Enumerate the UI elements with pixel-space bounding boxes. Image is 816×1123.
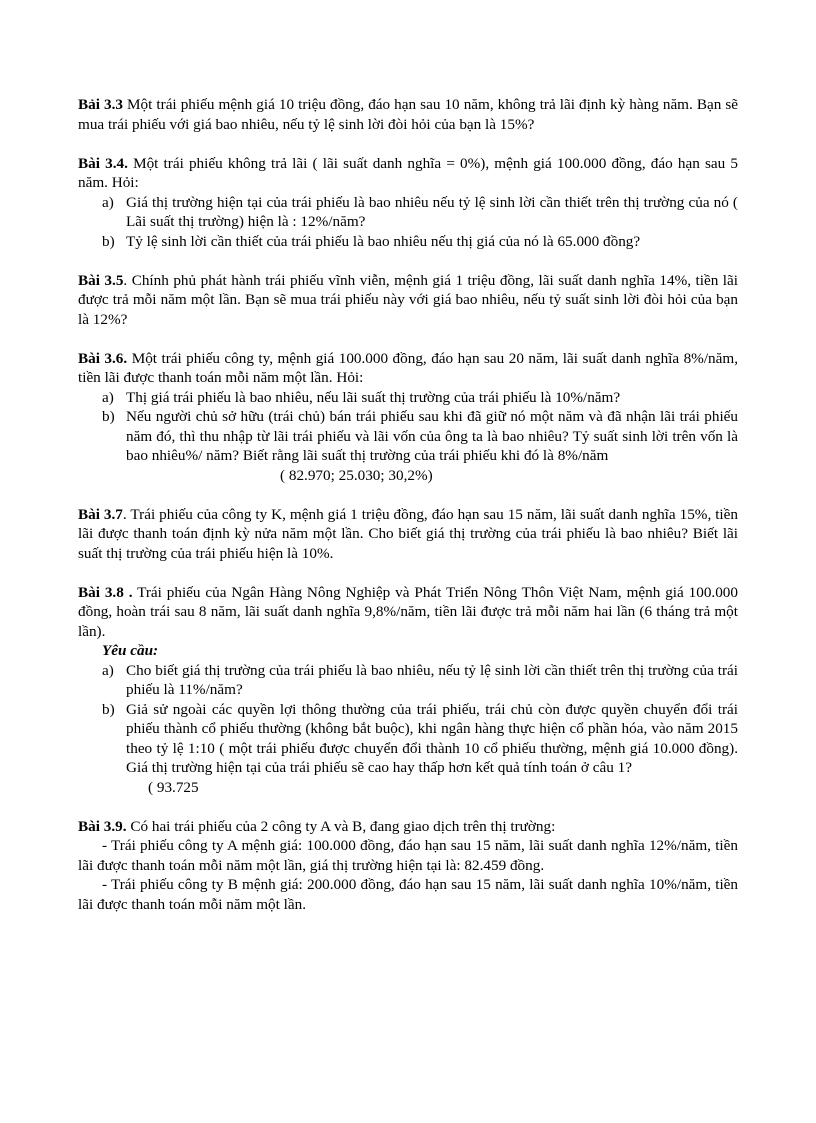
item-label: a) (102, 388, 114, 406)
exercise-paragraph (78, 583, 738, 642)
exercise-text: Một trái phiếu không trả lãi ( lãi suất danh nghĩa = 0%), mệnh giá 100.000 đồng, đáo hạn sau 5 năm. Hỏi: (78, 154, 738, 191)
answer-key: ( 93.725 (148, 778, 199, 796)
item-label: b) (102, 700, 115, 718)
exercise-paragraph (78, 349, 738, 388)
item-text: Nếu người chủ sở hữu (trái chủ) bán trái phiếu sau khi đã giữ nó một năm và đã nhận lãi trái phiếu năm đó, thì thu nhập từ lãi trái phiếu và lãi vốn của ông ta là bao nhiêu? Tỷ suất sinh lời trên vốn là bao nhiêu%/ năm? Biết rằng lãi suất thị trường của trái phiếu khi đó là 8%/năm (126, 408, 738, 464)
exercise-title: Bài 3.9. (78, 817, 127, 835)
exercise-title: Bải 3.3 (78, 96, 123, 113)
document-body (78, 95, 738, 934)
question-list (78, 388, 738, 466)
exercise-title: Bài 3.8 . (78, 583, 133, 601)
item-label: a) (102, 193, 114, 211)
exercise-3-4 (78, 154, 738, 252)
exercise-title: Bài 3.7 (78, 505, 123, 523)
exercise-text: . Chính phủ phát hành trái phiếu vĩnh viễn, mệnh giá 1 triệu đồng, lãi suất danh nghĩa 14%, tiền lãi được trả mỗi năm một lần. Bạn sẽ mua trái phiếu này với giá bao nhiêu, nếu tỷ suất sinh lời đòi hỏi của bạn là 12%? (78, 271, 738, 328)
exercise-text: Trái phiếu của Ngân Hàng Nông Nghiệp và Phát Triển Nông Thôn Việt Nam, mệnh giá 100.000 đồng, hoàn trái sau 8 năm, lãi suất danh nghĩa 9,8%/năm, tiền lãi được trả mỗi năm hai lần (6 tháng trả một lần). (78, 583, 738, 640)
requirement-heading: Yêu cầu: (102, 642, 159, 659)
exercise-paragraph (78, 271, 738, 330)
list-item (78, 407, 738, 466)
answer-key: ( 82.970; 25.030; 30,2%) (280, 466, 433, 484)
bond-a-paragraph: - Trái phiếu công ty A mệnh giá: 100.000 đồng, đáo hạn sau 15 năm, lãi suất danh nghĩa 12%/năm, tiền lãi được thanh toán mỗi năm một lần, giá thị trường hiện tại là: 82.459 đồng. (78, 837, 738, 874)
exercise-3-9 (78, 817, 738, 915)
item-label: b) (102, 408, 115, 425)
exercise-3-3 (78, 95, 738, 134)
exercise-paragraph (78, 95, 738, 134)
exercise-title: Bài 3.6. (78, 349, 128, 367)
bond-b-paragraph: - Trái phiếu công ty B mệnh giá: 200.000 đồng, đáo hạn sau 15 năm, lãi suất danh nghĩa 10%/năm, tiền lãi được thanh toán mỗi năm một lần. (78, 876, 738, 913)
exercise-text: Một trái phiếu công ty, mệnh giá 100.000 đồng, đáo hạn sau 20 năm, lãi suất danh nghĩa 8%/năm, tiền lãi được thanh toán mỗi năm một lần. Hỏi: (78, 349, 739, 386)
exercise-title: Bài 3.4. (78, 154, 128, 172)
item-text: Giả sử ngoài các quyền lợi thông thường của trái phiếu, trái chủ còn được quyền chuyển đổi trái phiếu thành cổ phiếu thường (không bắt buộc), khi ngân hàng thực hiện cổ phần hóa, vào năm 2015 theo tỷ lệ 1:10 ( một trái phiếu được chuyển đổi thành 10 cổ phiếu thường, mệnh giá 10.000 đồng). Giá thị trường hiện tại của trái phiếu sẽ cao hay thấp hơn kết quả tính toán ở câu 1? (126, 700, 738, 776)
item-label: b) (102, 232, 115, 250)
item-text: Tỷ lệ sinh lời cần thiết của trái phiếu là bao nhiêu nếu thị giá của nó là 65.000 đồng? (126, 232, 641, 250)
list-item (78, 193, 738, 232)
exercise-3-8 (78, 583, 738, 798)
item-text: Cho biết giá thị trường của trái phiếu là bao nhiêu, nếu tỷ lệ sinh lời cần thiết trên thị trường của trái phiếu là 11%/năm? (126, 661, 738, 698)
question-list (78, 193, 738, 252)
exercise-title: Bài 3.5 (78, 271, 124, 289)
item-text: Thị giá trái phiếu là bao nhiêu, nếu lãi suất thị trường của trái phiếu là 10%/năm? (126, 388, 621, 406)
exercise-3-5 (78, 271, 738, 330)
exercise-text: Một trái phiếu mệnh giá 10 triệu đồng, đáo hạn sau 10 năm, không trả lãi định kỳ hàng năm. Bạn sẽ mua trái phiếu với giá bao nhiêu, nếu tỷ lệ sinh lời đòi hỏi của bạn là 15%? (78, 96, 739, 133)
list-item (78, 661, 738, 700)
item-text: Giá thị trường hiện tại của trái phiếu là bao nhiêu nếu tỷ lệ sinh lời cần thiết trên thị trường của nó ( Lãi suất thị trường) hiện là : 12%/năm? (126, 193, 738, 230)
exercise-paragraph (78, 154, 738, 193)
list-item (78, 388, 738, 408)
exercise-3-6 (78, 349, 738, 486)
exercise-3-7 (78, 505, 738, 564)
exercise-text: Có hai trái phiếu của 2 công ty A và B, đang giao dịch trên thị trường: (130, 817, 556, 835)
item-label: a) (102, 661, 114, 679)
list-item (78, 700, 738, 778)
exercise-text: . Trái phiếu của công ty K, mệnh giá 1 triệu đồng, đáo hạn sau 15 năm, lãi suất danh nghĩa 15%, tiền lãi được thanh toán định kỳ nửa năm một lần. Cho biết giá thị trường của trái phiếu là bao nhiêu? Biết lãi suất thị trường của trái phiếu hiện là 10%. (78, 505, 738, 562)
question-list (78, 661, 738, 778)
exercise-paragraph (78, 505, 738, 564)
list-item (78, 232, 738, 252)
exercise-paragraph (78, 817, 738, 837)
